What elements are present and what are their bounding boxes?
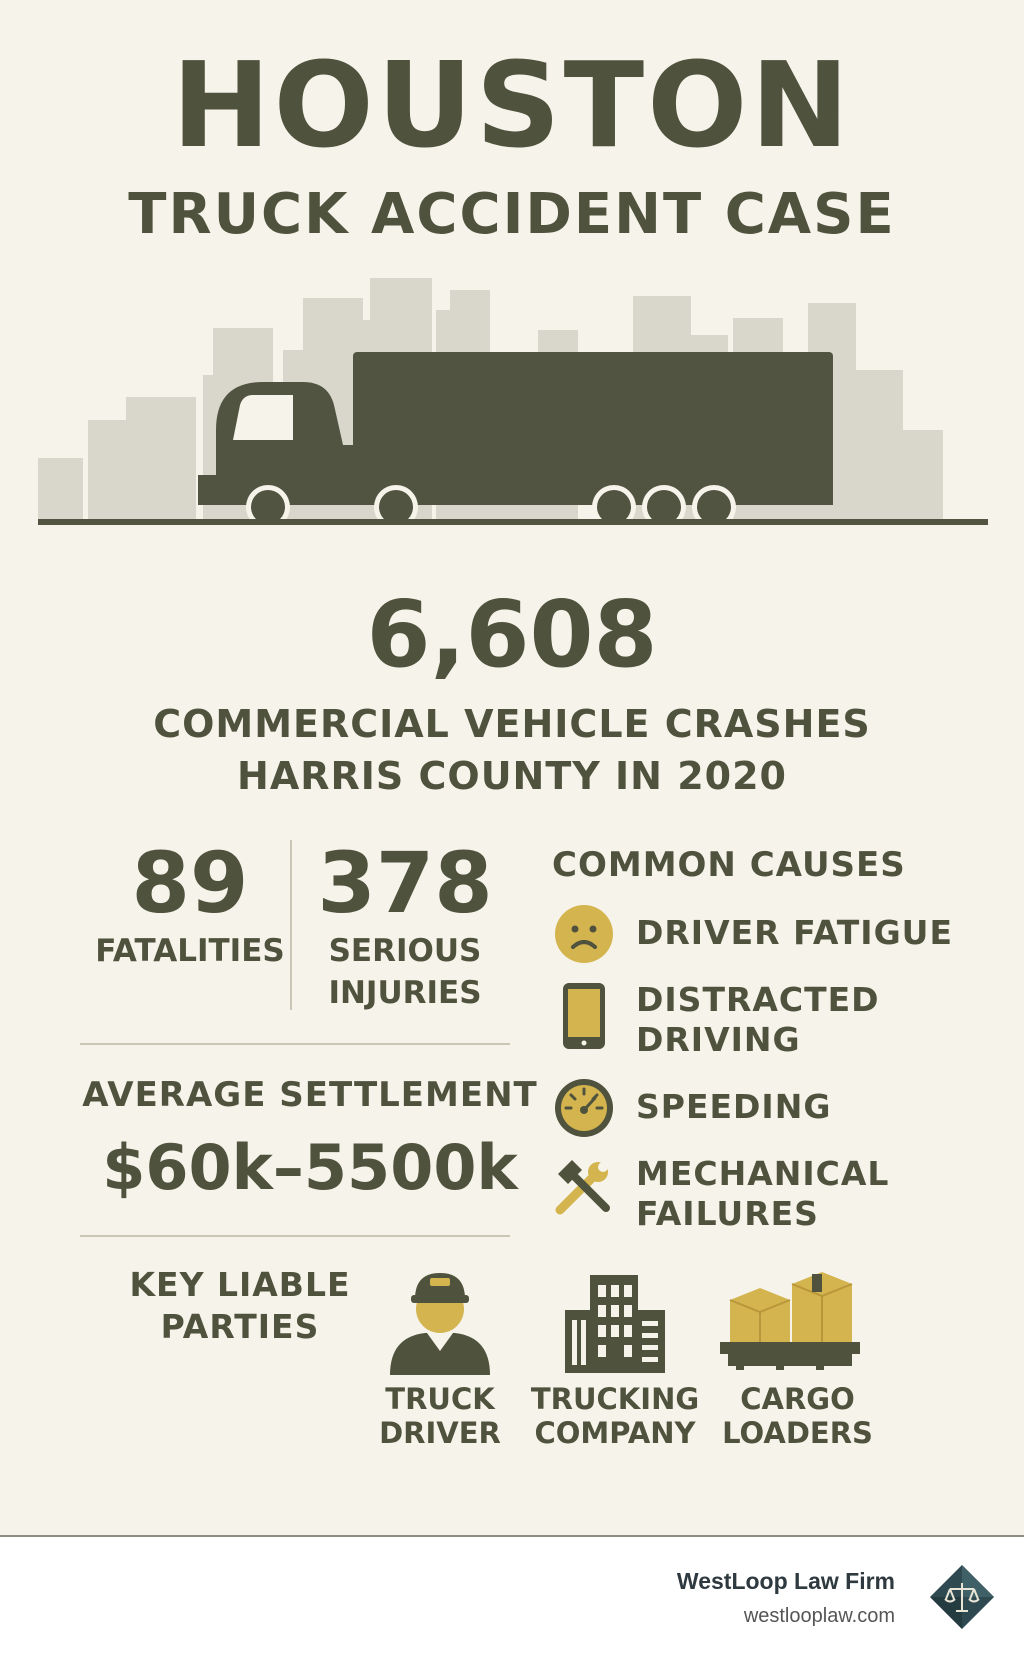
party-label-cargo-loaders-line2: LOADERS [722, 1416, 873, 1450]
party-label-trucking-company-line1: TRUCKING [530, 1382, 700, 1416]
truck-driver-icon [385, 1265, 495, 1375]
headline-stat-value: 6,608 [366, 581, 658, 688]
page-title: HOUSTON [171, 36, 853, 174]
party-label-trucking-company-line2: COMPANY [534, 1416, 696, 1450]
headline-stat-label-line1: COMMERCIAL VEHICLE CRASHES [153, 702, 871, 746]
parties-title-line1: KEY LIABLE [129, 1265, 351, 1304]
headline-stat-label-line2: HARRIS COUNTY IN 2020 [237, 754, 787, 798]
injuries-label [305, 930, 505, 1014]
section-divider [80, 1235, 510, 1237]
cause-label-distracted-line2: DRIVING [636, 1020, 801, 1059]
scales-of-justice-logo-icon [928, 1563, 996, 1631]
settlement-label: AVERAGE SETTLEMENT [82, 1075, 538, 1115]
party-label-cargo-loaders-line1: CARGO [740, 1382, 855, 1416]
fatalities-label: FATALITIES [95, 933, 285, 969]
cause-label-distracted-line1: DISTRACTED [636, 980, 880, 1019]
road-line [38, 519, 988, 525]
cargo-boxes-icon [720, 1270, 860, 1375]
page-subtitle: TRUCK ACCIDENT CASE [128, 182, 896, 247]
party-label-truck-driver-line1: TRUCK [385, 1382, 495, 1416]
fatalities-value: 89 [131, 834, 249, 932]
speedometer-icon [552, 1076, 616, 1140]
stat-divider [290, 840, 292, 1010]
footer [0, 1535, 1024, 1666]
truck-skyline-illustration [38, 270, 988, 560]
causes-title: COMMON CAUSES [552, 845, 906, 885]
truck-window [233, 395, 293, 440]
cause-label-mechanical-line2: FAILURES [636, 1194, 819, 1233]
cause-label-mechanical-line1: MECHANICAL [636, 1154, 890, 1193]
office-building-icon [560, 1265, 670, 1375]
firm-name: WestLoop Law Firm [676, 1568, 895, 1594]
section-divider [80, 1043, 510, 1045]
phone-icon [560, 980, 608, 1052]
cause-label-speeding: SPEEDING [636, 1087, 832, 1126]
injuries-value: 378 [317, 834, 493, 932]
injuries-label-line1: SERIOUS [328, 933, 482, 969]
sad-face-icon [552, 902, 616, 966]
settlement-value: $60k–5500k [102, 1131, 518, 1204]
hammer-wrench-icon [552, 1154, 616, 1218]
party-label-truck-driver-line2: DRIVER [379, 1416, 501, 1450]
injuries-label-line2: INJURIES [328, 975, 482, 1011]
parties-title-line2: PARTIES [160, 1307, 320, 1346]
firm-url-link[interactable]: westlooplaw.com [743, 1605, 895, 1627]
cause-label-driver-fatigue: DRIVER FATIGUE [636, 913, 954, 952]
